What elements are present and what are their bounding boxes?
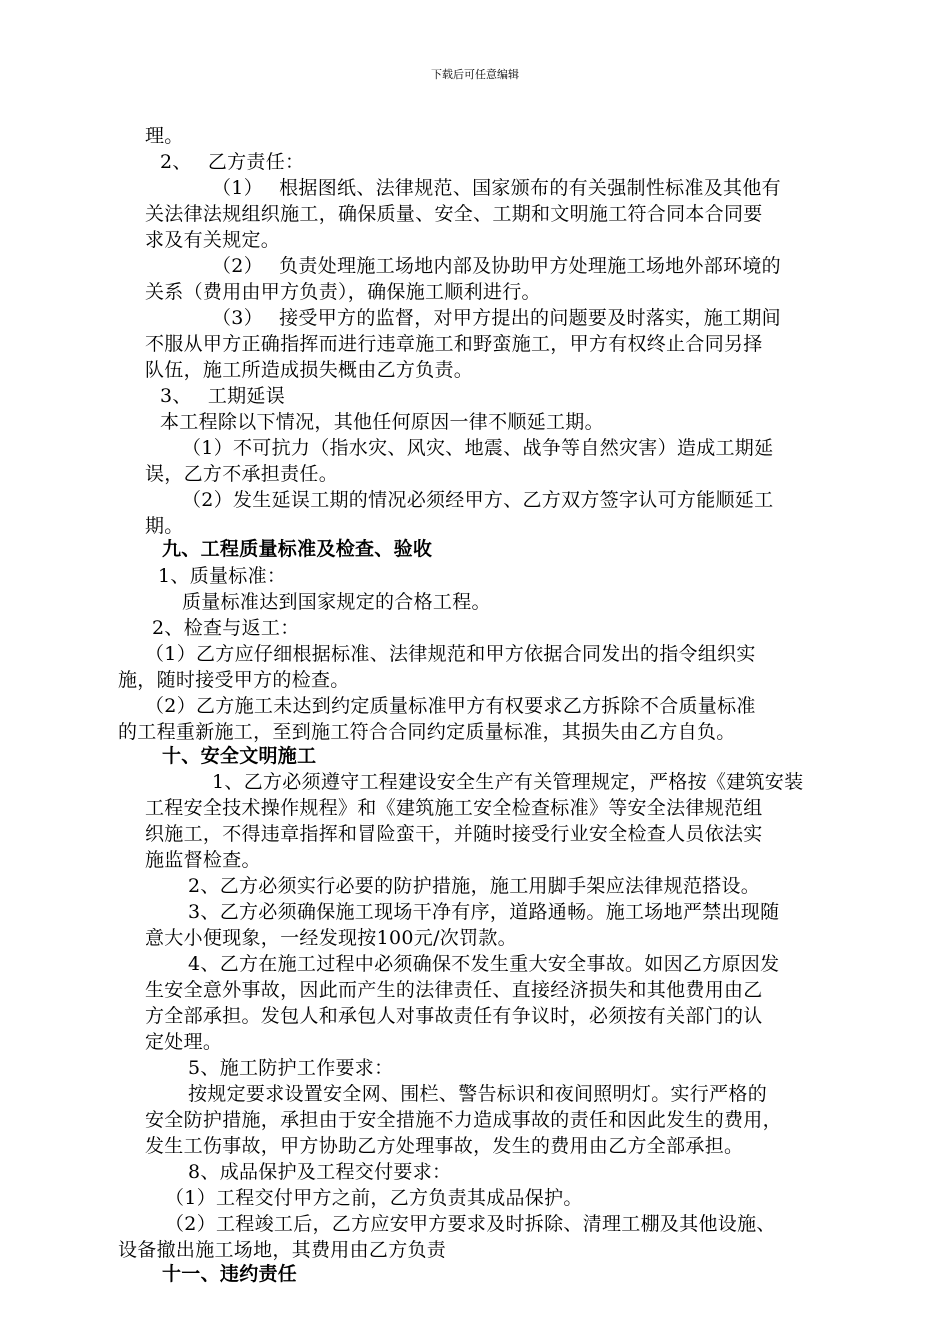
text-line: 安全防护措施，承担由于安全措施不力造成事故的责任和因此发生的费用， xyxy=(145,1109,782,1131)
text-line: 意大小便现象，一经发现按100元/次罚款。 xyxy=(145,927,517,949)
text-line: 发生工伤事故，甲方协助乙方处理事故，发生的费用由乙方全部承担。 xyxy=(145,1135,744,1157)
text-line: 方全部承担。发包人和承包人对事故责任有争议时，必须按有关部门的认 xyxy=(145,1005,763,1027)
text-line: （1）不可抗力（指水灾、风灾、地震、战争等自然灾害）造成工期延 xyxy=(182,437,774,459)
text-line: 本工程除以下情况，其他任何原因一律不顺延工期。 xyxy=(160,411,604,433)
text-line: （2） 负责处理施工场地内部及协助甲方处理施工场地外部环境的 xyxy=(212,255,781,277)
text-line: 5、施工防护工作要求： xyxy=(188,1057,394,1079)
text-line: 3、乙方必须确保施工现场干净有序，道路通畅。施工场地严禁出现随 xyxy=(188,901,780,923)
text-line: 工程安全技术操作规程》和《建筑施工安全检查标准》等安全法律规范组 xyxy=(145,797,763,819)
text-line: 织施工，不得违章指挥和冒险蛮干，并随时接受行业安全检查人员依法实 xyxy=(145,823,763,845)
text-line: 4、乙方在施工过程中必须确保不发生重大安全事故。如因乙方原因发 xyxy=(188,953,780,975)
text-line: 关系（费用由甲方负责），确保施工顺利进行。 xyxy=(145,281,541,303)
section-heading: 十、安全文明施工 xyxy=(162,745,317,767)
text-line: 定处理。 xyxy=(145,1031,223,1053)
text-line: 质量标准达到国家规定的合格工程。 xyxy=(182,591,491,613)
text-line: 关法律法规组织施工，确保质量、安全、工期和文明施工符合同本合同要 xyxy=(145,203,763,225)
text-line: 不服从甲方正确指挥而进行违章施工和野蛮施工，甲方有权终止合同另择 xyxy=(145,333,763,355)
text-line: 队伍，施工所造成损失概由乙方负责。 xyxy=(145,359,474,381)
text-line: 1、乙方必须遵守工程建设安全生产有关管理规定，严格按《建筑安装 xyxy=(212,771,804,793)
text-line: 施监督检查。 xyxy=(145,849,261,871)
text-line: 生安全意外事故，因此而产生的法律责任、直接经济损失和其他费用由乙 xyxy=(145,979,763,1001)
text-line: 求及有关规定。 xyxy=(145,229,281,251)
text-line: 按规定要求设置安全网、围栏、警告标识和夜间照明灯。实行严格的 xyxy=(188,1083,768,1105)
text-line: 2、检查与返工： xyxy=(152,617,300,639)
text-line: 8、成品保护及工程交付要求： xyxy=(188,1161,452,1183)
text-line: 误，乙方不承担责任。 xyxy=(145,463,339,485)
text-line: 2、 乙方责任： xyxy=(160,151,305,173)
text-line: 1、质量标准： xyxy=(158,565,287,587)
text-line: 的工程重新施工，至到施工符合合同约定质量标准，其损失由乙方自负。 xyxy=(118,721,736,743)
text-line: （1）乙方应仔细根据标准、法律规范和甲方依据合同发出的指令组织实 xyxy=(145,643,756,665)
text-line: 施，随时接受甲方的检查。 xyxy=(118,669,350,691)
text-line: （3） 接受甲方的监督，对甲方提出的问题要及时落实，施工期间 xyxy=(212,307,781,329)
text-line: （2）发生延误工期的情况必须经甲方、乙方双方签字认可方能顺延工 xyxy=(182,489,774,511)
text-line: （1）工程交付甲方之前，乙方负责其成品保护。 xyxy=(165,1187,583,1209)
text-line: （2）乙方施工未达到约定质量标准甲方有权要求乙方拆除不合质量标准 xyxy=(145,695,756,717)
text-line: （1） 根据图纸、法律规范、国家颁布的有关强制性标准及其他有 xyxy=(212,177,781,199)
text-line: 2、乙方必须实行必要的防护措施，施工用脚手架应法律规范搭设。 xyxy=(188,875,761,897)
section-heading: 九、工程质量标准及检查、验收 xyxy=(162,538,433,560)
text-line: （2）工程竣工后，乙方应安甲方要求及时拆除、清理工棚及其他设施、 xyxy=(165,1213,776,1235)
page-header: 下载后可任意编辑 xyxy=(431,68,519,81)
text-line: 期。 xyxy=(145,515,184,537)
text-line: 理。 xyxy=(145,125,184,147)
section-heading: 十一、违约责任 xyxy=(162,1263,298,1285)
text-line: 设备撤出施工场地，其费用由乙方负责 xyxy=(118,1239,447,1261)
text-line: 3、 工期延误 xyxy=(160,385,286,407)
